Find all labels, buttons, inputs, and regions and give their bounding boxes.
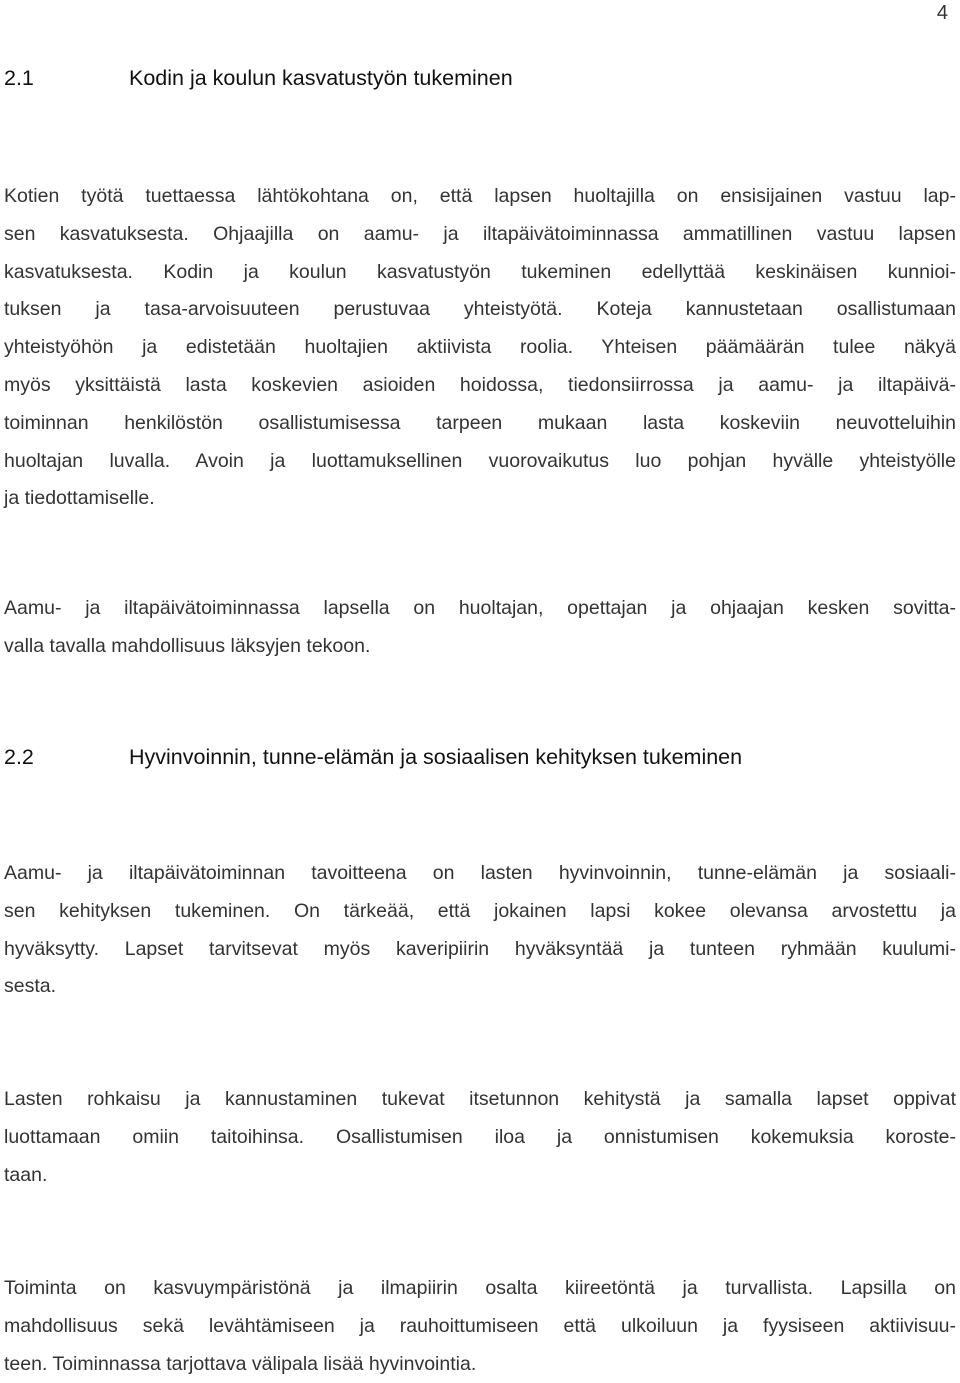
text-line: taan. [4, 1163, 48, 1186]
text-line: huoltajan luvalla. Avoin ja luottamuksellinen vuorovaikutus luo pohjan hyvälle yhteistyölle [4, 449, 956, 472]
text-line: sen kasvatuksesta. Ohjaajilla on aamu- ja iltapäivätoiminnassa ammatillinen vastuu lapsen [4, 222, 956, 245]
page-number: 4 [936, 2, 948, 24]
text-line: yhteistyöhön ja edistetään huoltajien aktiivista roolia. Yhteisen päämäärän tulee näkyä [4, 336, 956, 359]
text-line: myös yksittäistä lasta koskevien asioiden hoidossa, tiedonsiirrossa ja aamu- ja iltapäivä- [4, 373, 956, 396]
text-line: toiminnan henkilöstön osallistumisessa tarpeen mukaan lasta koskeviin neuvotteluihin [4, 411, 956, 434]
text-line: kasvatuksesta. Kodin ja koulun kasvatustyön tukeminen edellyttää keskinäisen kunnioi- [4, 260, 956, 283]
text-line: Toiminta on kasvuympäristönä ja ilmapiirin osalta kiireetöntä ja turvallista. Lapsilla on [4, 1277, 956, 1299]
text-line: hyväksytty. Lapset tarvitsevat myös kaveripiirin hyväksyntää ja tunteen ryhmään kuulumi- [4, 937, 956, 960]
section-number: 2.1 [4, 66, 34, 90]
paragraph-wellbeing-2 [4, 1081, 956, 1194]
text-line: Kotien työtä tuettaessa lähtökohtana on, että lapsen huoltajilla on ensisijainen vastuu lap- [4, 185, 956, 207]
text-line: luottamaan omiin taitoihinsa. Osallistumisen iloa ja onnistumisen kokemuksia koroste- [4, 1125, 956, 1148]
text-line: Lasten rohkaisu ja kannustaminen tukevat itsetunnon kehitystä ja samalla lapset oppivat [4, 1088, 956, 1110]
text-line: tuksen ja tasa-arvoisuuteen perustuvaa yhteistyötä. Koteja kannustetaan osallistumaan [4, 298, 956, 321]
section-heading-2-2 [4, 745, 742, 770]
text-line: teen. Toiminnassa tarjottava välipala lisää hyvinvointia. [4, 1352, 477, 1375]
section-title: Kodin ja koulun kasvatustyön tukeminen [129, 66, 513, 90]
paragraph-home-school-1 [4, 178, 956, 518]
section-title: Hyvinvoinnin, tunne-elämän ja sosiaalisen kehityksen tukeminen [129, 745, 743, 769]
paragraph-wellbeing-3 [4, 1270, 956, 1383]
text-line: Aamu- ja iltapäivätoiminnan tavoitteena on lasten hyvinvoinnin, tunne-elämän ja sosiaali- [4, 862, 956, 884]
paragraph-wellbeing-1 [4, 855, 956, 1006]
text-line: sesta. [4, 975, 57, 998]
text-line: sen kehityksen tukeminen. On tärkeää, että jokainen lapsi kokee olevansa arvostettu ja [4, 899, 956, 922]
text-line: mahdollisuus sekä levähtämiseen ja rauhoittumiseen että ulkoiluun ja fyysiseen aktiivisuu- [4, 1314, 956, 1337]
text-line: Aamu- ja iltapäivätoiminnassa lapsella on huoltajan, opettajan ja ohjaajan kesken sovitta- [4, 597, 956, 619]
text-line: ja tiedottamiselle. [4, 487, 155, 510]
paragraph-home-school-2 [4, 590, 956, 666]
text-line: valla tavalla mahdollisuus läksyjen tekoon. [4, 634, 371, 657]
section-heading-2-1 [4, 66, 513, 91]
section-number: 2.2 [4, 745, 34, 769]
